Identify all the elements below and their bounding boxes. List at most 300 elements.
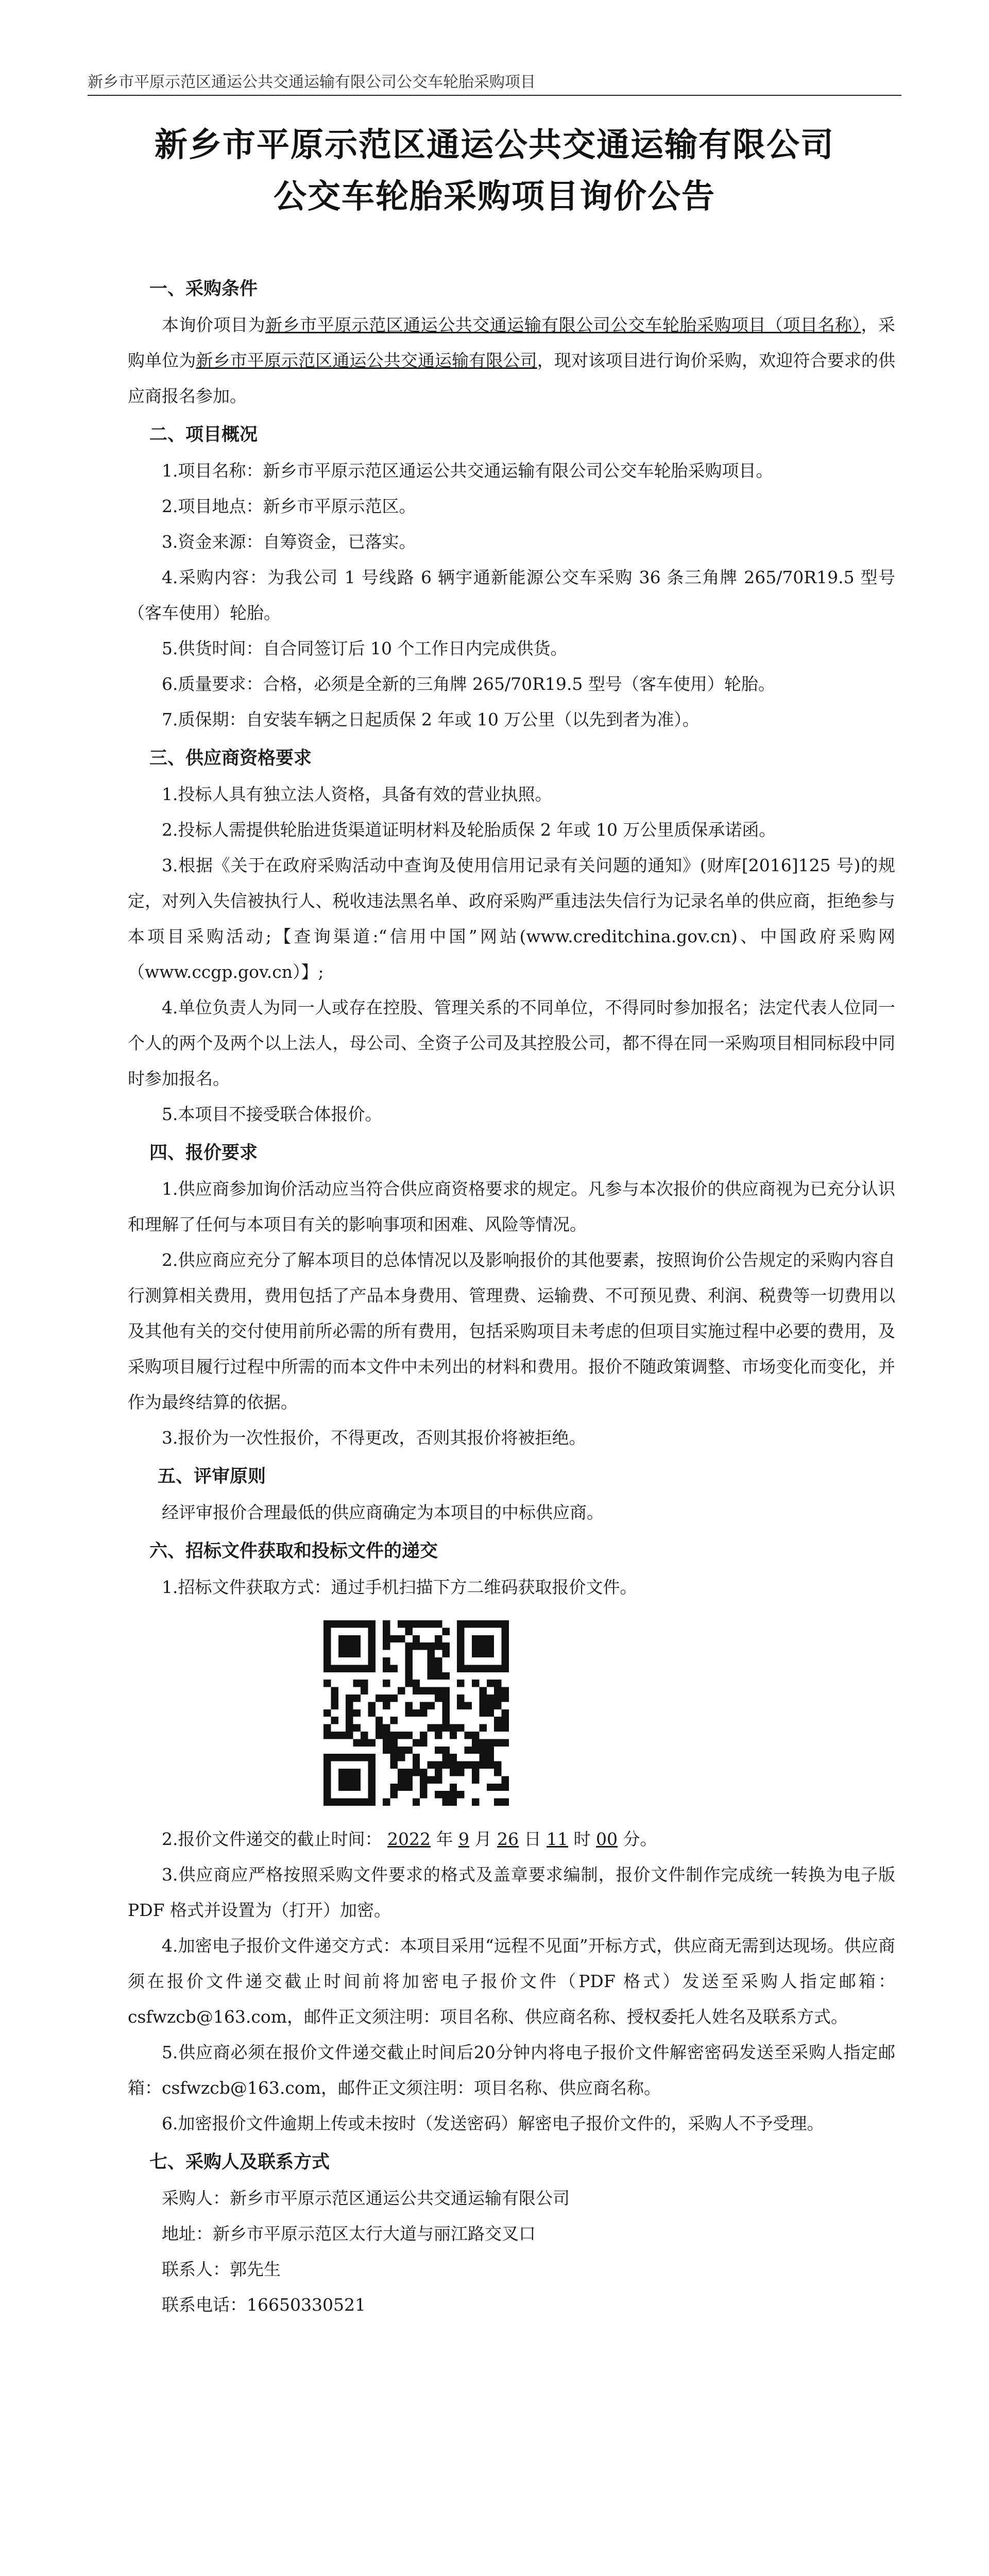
qr-module (479, 1650, 486, 1657)
deadline-hour-unit: 时 (573, 1829, 591, 1849)
qr-module (435, 1724, 442, 1732)
qr-module (442, 1687, 449, 1694)
qr-module (435, 1620, 442, 1628)
purchase-conditions-paragraph (128, 307, 895, 414)
qr-module (479, 1694, 486, 1702)
qr-module (323, 1642, 331, 1650)
qr-module (502, 1724, 509, 1732)
qr-module (487, 1702, 494, 1709)
deadline-month: 9 (458, 1829, 469, 1849)
qr-module (442, 1702, 449, 1709)
qr-module (338, 1754, 346, 1761)
qr-module (331, 1702, 338, 1709)
qr-module (479, 1665, 486, 1672)
qr-module (353, 1739, 361, 1746)
qr-module (457, 1628, 464, 1635)
section-heading-document-acquisition: 六、招标文件获取和投标文件的递交 (149, 1540, 438, 1562)
qr-module (368, 1791, 375, 1798)
qr-module (323, 1791, 331, 1798)
qr-module (502, 1717, 509, 1724)
qr-module (361, 1687, 368, 1694)
qr-module (368, 1754, 375, 1761)
qr-module (457, 1680, 464, 1687)
qr-module (442, 1754, 449, 1761)
qr-module (338, 1635, 346, 1642)
qr-module (450, 1799, 457, 1806)
qr-module (457, 1769, 464, 1776)
qr-module (323, 1769, 331, 1776)
qr-module (487, 1694, 494, 1702)
qr-module (353, 1642, 361, 1650)
qr-module (435, 1761, 442, 1769)
overview-item: 1.项目名称：新乡市平原示范区通运公共交通运输有限公司公交车轮胎采购项目。 (162, 461, 773, 481)
qr-module (346, 1650, 353, 1657)
qr-module (502, 1620, 509, 1628)
qr-module (383, 1724, 390, 1732)
qr-module (368, 1776, 375, 1783)
qr-module (502, 1784, 509, 1791)
qr-module (368, 1665, 375, 1672)
qr-module (494, 1694, 501, 1702)
qr-module (457, 1650, 464, 1657)
qr-module (383, 1694, 390, 1702)
qr-module (413, 1680, 420, 1687)
qr-module (472, 1635, 479, 1642)
qr-module (361, 1665, 368, 1672)
overview-item: 4.采购内容：为我公司 1 号线路 6 辆宇通新能源公交车采购 36 条三角牌 265/70R19.5 型号（客车使用）轮胎。 (128, 567, 895, 623)
submission-item: 5.供应商必须在报价文件递交截止时间后20分钟内将电子报价文件解密密码发送至采购人指定邮箱：csfwzcb@163.com，邮件正文须注明：项目名称、供应商名称。 (128, 2042, 895, 2098)
header-divider (88, 95, 901, 96)
qr-module (361, 1620, 368, 1628)
qr-module (502, 1694, 509, 1702)
qr-module (472, 1620, 479, 1628)
qr-module (390, 1694, 398, 1702)
qr-module (442, 1709, 449, 1717)
qr-module (487, 1709, 494, 1717)
qr-module (487, 1665, 494, 1672)
deadline-minute: 00 (595, 1829, 618, 1849)
qr-module (368, 1628, 375, 1635)
deadline-item (128, 1821, 895, 1857)
qr-module (323, 1635, 331, 1642)
qr-module (487, 1784, 494, 1791)
section-heading-quotation-requirements: 四、报价要求 (149, 1142, 258, 1163)
qr-module (376, 1694, 383, 1702)
qr-module (428, 1665, 435, 1672)
qr-module (323, 1776, 331, 1783)
qr-module (494, 1769, 501, 1776)
qr-module (472, 1739, 479, 1746)
qr-module (442, 1761, 449, 1769)
qr-module (435, 1687, 442, 1694)
qr-module (435, 1665, 442, 1672)
qualification-item: 3.根据《关于在政府采购活动中查询及使用信用记录有关问题的通知》(财库[2016]125 号)的规定，对列入失信被执行人、税收违法黑名单、政府采购严重违法失信行为记录名单的供应商，拒绝参与本项目采购活动;【查询渠道:“信用中国”网站(www.creditchina.gov.cn)、中国政府采购网（www.ccgp.gov.cn）】; (128, 855, 895, 982)
qr-module (368, 1799, 375, 1806)
qr-module (338, 1769, 346, 1776)
qr-module (502, 1776, 509, 1783)
qr-module (494, 1687, 501, 1694)
qr-module (502, 1635, 509, 1642)
qr-module (442, 1628, 449, 1635)
qr-module (331, 1732, 338, 1739)
deadline-year-unit: 年 (436, 1829, 453, 1849)
qr-module (457, 1694, 464, 1702)
qr-module (502, 1739, 509, 1746)
qr-module (361, 1799, 368, 1806)
qr-module (368, 1642, 375, 1650)
qr-module (383, 1657, 390, 1665)
qr-module (323, 1680, 331, 1687)
qr-module (398, 1776, 405, 1783)
qr-module (346, 1635, 353, 1642)
deadline-day: 26 (497, 1829, 519, 1849)
qr-module (368, 1709, 375, 1717)
qr-module (413, 1799, 420, 1806)
qr-module (442, 1717, 449, 1724)
qr-module (390, 1761, 398, 1769)
qr-module (368, 1620, 375, 1628)
qr-module (398, 1784, 405, 1791)
qr-module (420, 1784, 427, 1791)
section-heading-purchase-conditions: 一、采购条件 (149, 278, 258, 299)
qr-module (420, 1620, 427, 1628)
qr-module (368, 1635, 375, 1642)
qr-module (487, 1680, 494, 1687)
qr-module (465, 1732, 472, 1739)
qr-module (338, 1799, 346, 1806)
qr-module (457, 1620, 464, 1628)
qr-module (502, 1657, 509, 1665)
qr-module (353, 1784, 361, 1791)
qr-module (472, 1665, 479, 1672)
qr-module (494, 1717, 501, 1724)
qr-module (323, 1761, 331, 1769)
qr-module (435, 1672, 442, 1680)
acquisition-item: 1.招标文件获取方式：通过手机扫描下方二维码获取报价文件。 (162, 1577, 637, 1597)
qr-module (376, 1732, 383, 1739)
qualification-item: 4.单位负责人为同一人或存在控股、管理关系的不同单位，不得同时参加报名；法定代表人位同一个人的两个及两个以上法人，母公司、全资子公司及其控股公司，都不得在同一采购项目相同标段中同时参加报名。 (128, 997, 895, 1089)
qr-module (442, 1791, 449, 1798)
qr-module (361, 1739, 368, 1746)
qr-module (465, 1761, 472, 1769)
qr-module (479, 1761, 486, 1769)
qr-code-icon[interactable] (323, 1620, 509, 1806)
qr-module (413, 1709, 420, 1717)
qr-module (383, 1620, 390, 1628)
qr-module (442, 1747, 449, 1754)
submission-item: 3.供应商应严格按照采购文件要求的格式及盖章要求编制，报价文件制作完成统一转换为电子版 PDF 格式并设置为（打开）加密。 (128, 1865, 895, 1920)
qr-module (338, 1650, 346, 1657)
qr-module (346, 1776, 353, 1783)
qr-module (346, 1754, 353, 1761)
qr-module (338, 1620, 346, 1628)
qr-module (502, 1628, 509, 1635)
qr-module (494, 1799, 501, 1806)
submission-item: 6.加密报价文件逾期上传或未按时（发送密码）解密电子报价文件的，采购人不予受理。 (162, 2113, 824, 2133)
qr-module (457, 1665, 464, 1672)
qr-module (390, 1635, 398, 1642)
qr-module (494, 1739, 501, 1746)
qr-module (405, 1657, 412, 1665)
qr-module (502, 1665, 509, 1672)
qr-module (420, 1739, 427, 1746)
qr-module (390, 1717, 398, 1724)
qr-module (472, 1769, 479, 1776)
qr-module (435, 1642, 442, 1650)
deadline-year: 2022 (387, 1829, 431, 1849)
qr-module (428, 1702, 435, 1709)
qr-module (413, 1620, 420, 1628)
qr-module (338, 1776, 346, 1783)
qr-module (420, 1687, 427, 1694)
qr-module (383, 1732, 390, 1739)
qr-module (383, 1635, 390, 1642)
qr-module (479, 1724, 486, 1732)
qr-module (383, 1739, 390, 1746)
qr-module (331, 1799, 338, 1806)
qr-module (450, 1791, 457, 1798)
qr-module (435, 1791, 442, 1798)
qr-module (353, 1709, 361, 1717)
qr-module (368, 1739, 375, 1746)
qr-module (413, 1739, 420, 1746)
qr-module (346, 1694, 353, 1702)
qr-module (502, 1642, 509, 1650)
qr-module (457, 1724, 464, 1732)
qr-module (472, 1642, 479, 1650)
deadline-month-unit: 月 (474, 1829, 492, 1849)
qr-module (457, 1635, 464, 1642)
qr-module (502, 1799, 509, 1806)
qr-module (479, 1754, 486, 1761)
qr-module (383, 1628, 390, 1635)
qr-module (398, 1747, 405, 1754)
qr-module (353, 1724, 361, 1732)
deadline-hour: 11 (546, 1829, 568, 1849)
qr-module (450, 1724, 457, 1732)
qr-module (405, 1776, 412, 1783)
qr-module (435, 1694, 442, 1702)
quotation-item: 1.供应商参加询价活动应当符合供应商资格要求的规定。凡参与本次报价的供应商视为已充分认识和理解了任何与本项目有关的影响事项和困难、风险等情况。 (128, 1179, 895, 1234)
qr-module (361, 1680, 368, 1687)
qr-module (465, 1665, 472, 1672)
qr-module (346, 1709, 353, 1717)
qr-module (390, 1739, 398, 1746)
qr-module (323, 1650, 331, 1657)
qr-module (353, 1635, 361, 1642)
qr-module (435, 1657, 442, 1665)
qr-module (420, 1769, 427, 1776)
qr-module (338, 1642, 346, 1650)
qr-module (405, 1665, 412, 1672)
qr-module (353, 1694, 361, 1702)
qr-module (383, 1799, 390, 1806)
qr-code-container (128, 1605, 895, 1821)
qr-module (361, 1732, 368, 1739)
purchase-conditions-text-a: 本询价项目为 (162, 315, 266, 335)
qr-module (368, 1784, 375, 1791)
qr-module (442, 1672, 449, 1680)
qr-module (420, 1732, 427, 1739)
qr-module (346, 1784, 353, 1791)
qr-module (472, 1747, 479, 1754)
qualification-item: 5.本项目不接受联合体报价。 (162, 1104, 382, 1124)
document-body (128, 268, 895, 2323)
qr-module (479, 1747, 486, 1754)
qr-module (442, 1650, 449, 1657)
section-heading-project-overview: 二、项目概况 (149, 424, 258, 445)
qr-module (331, 1717, 338, 1724)
qr-module (472, 1650, 479, 1657)
qr-module (472, 1680, 479, 1687)
qr-module (465, 1620, 472, 1628)
qr-module (376, 1717, 383, 1724)
qr-module (405, 1769, 412, 1776)
quotation-item: 3.报价为一次性报价，不得更改，否则其报价将被拒绝。 (162, 1428, 586, 1448)
qr-module (405, 1784, 412, 1791)
qr-module (413, 1635, 420, 1642)
qr-module (420, 1776, 427, 1783)
qr-module (346, 1769, 353, 1776)
qr-module (420, 1702, 427, 1709)
qr-module (450, 1761, 457, 1769)
qr-module (457, 1642, 464, 1650)
qr-module (494, 1702, 501, 1709)
qr-module (494, 1784, 501, 1791)
qr-module (323, 1620, 331, 1628)
qr-module (502, 1709, 509, 1717)
qr-module (383, 1747, 390, 1754)
qr-module (465, 1747, 472, 1754)
qr-module (472, 1761, 479, 1769)
qr-module (487, 1761, 494, 1769)
qr-module (405, 1620, 412, 1628)
qr-module (494, 1680, 501, 1687)
qr-module (353, 1665, 361, 1672)
qr-module (346, 1724, 353, 1732)
qr-module (428, 1642, 435, 1650)
contact-person: 联系人：郭先生 (162, 2259, 281, 2279)
qr-module (494, 1761, 501, 1769)
qr-module (353, 1799, 361, 1806)
qr-module (457, 1702, 464, 1709)
qr-module (487, 1635, 494, 1642)
deadline-minute-unit: 分。 (623, 1829, 657, 1849)
qr-module (413, 1687, 420, 1694)
qr-module (435, 1769, 442, 1776)
qr-module (450, 1769, 457, 1776)
purchase-conditions-text-c: ，采购单位为 (128, 315, 896, 370)
qr-module (383, 1702, 390, 1709)
qr-module (442, 1694, 449, 1702)
qr-module (346, 1642, 353, 1650)
deadline-prefix: 2.报价文件递交的截止时间： (162, 1829, 382, 1849)
qr-module (323, 1628, 331, 1635)
qr-module (428, 1776, 435, 1783)
qr-module (323, 1724, 331, 1732)
qr-module (428, 1724, 435, 1732)
qr-module (398, 1635, 405, 1642)
qr-module (353, 1680, 361, 1687)
qr-module (368, 1657, 375, 1665)
qr-module (338, 1784, 346, 1791)
qr-module (450, 1784, 457, 1791)
qr-module (346, 1799, 353, 1806)
qr-module (435, 1747, 442, 1754)
qr-module (331, 1694, 338, 1702)
qr-module (457, 1657, 464, 1665)
contact-buyer: 采购人：新乡市平原示范区通运公共交通运输有限公司 (162, 2188, 570, 2208)
qr-module (398, 1754, 405, 1761)
qr-module (338, 1732, 346, 1739)
qr-module (465, 1702, 472, 1709)
qr-module (405, 1672, 412, 1680)
qr-module (405, 1702, 412, 1709)
qr-module (450, 1732, 457, 1739)
qr-module (398, 1687, 405, 1694)
qr-module (353, 1650, 361, 1657)
purchase-conditions-text-e: ，现对该项目进行询价采购，欢迎符合要求的供应商报名参加。 (128, 350, 896, 406)
qr-module (331, 1620, 338, 1628)
qr-module (479, 1709, 486, 1717)
qr-module (413, 1761, 420, 1769)
qr-module (323, 1799, 331, 1806)
qr-module (390, 1732, 398, 1739)
qr-module (428, 1672, 435, 1680)
qr-module (428, 1657, 435, 1665)
qr-module (487, 1739, 494, 1746)
qr-module (346, 1620, 353, 1628)
qr-module (494, 1665, 501, 1672)
qr-module (502, 1650, 509, 1657)
qr-module (435, 1776, 442, 1783)
qr-module (428, 1761, 435, 1769)
qualification-item: 2.投标人需提供轮胎进货渠道证明材料及轮胎质保 2 年或 10 万公里质保承诺函。 (162, 820, 776, 840)
qr-module (428, 1620, 435, 1628)
qr-module (479, 1635, 486, 1642)
qr-module (494, 1620, 501, 1628)
qr-module (323, 1784, 331, 1791)
qr-module (494, 1724, 501, 1732)
qr-module (376, 1724, 383, 1732)
qr-module (353, 1754, 361, 1761)
qr-module (383, 1642, 390, 1650)
document-title-line2: 公交车轮胎采购项目询价公告 (274, 177, 715, 216)
deadline-day-unit: 日 (524, 1829, 541, 1849)
qr-module (428, 1650, 435, 1657)
qr-module (323, 1657, 331, 1665)
evaluation-paragraph: 经评审报价合理最低的供应商确定为本项目的中标供应商。 (162, 1502, 604, 1522)
qr-module (398, 1620, 405, 1628)
qr-module (420, 1709, 427, 1717)
qr-module (487, 1754, 494, 1761)
qr-module (346, 1702, 353, 1709)
qr-module (413, 1769, 420, 1776)
qr-module (390, 1754, 398, 1761)
overview-item: 7.质保期：自安装车辆之日起质保 2 年或 10 万公里（以先到者为准）。 (162, 709, 700, 730)
qr-module (405, 1680, 412, 1687)
document-title-line1: 新乡市平原示范区通运公共交通运输有限公司 (155, 126, 834, 164)
qr-module (368, 1769, 375, 1776)
qr-module (457, 1791, 464, 1798)
qr-module (323, 1709, 331, 1717)
qr-module (450, 1754, 457, 1761)
qr-module (405, 1628, 412, 1635)
qr-module (331, 1687, 338, 1694)
qr-module (331, 1665, 338, 1672)
qr-module (353, 1769, 361, 1776)
section-heading-supplier-qualifications: 三、供应商资格要求 (149, 748, 312, 769)
